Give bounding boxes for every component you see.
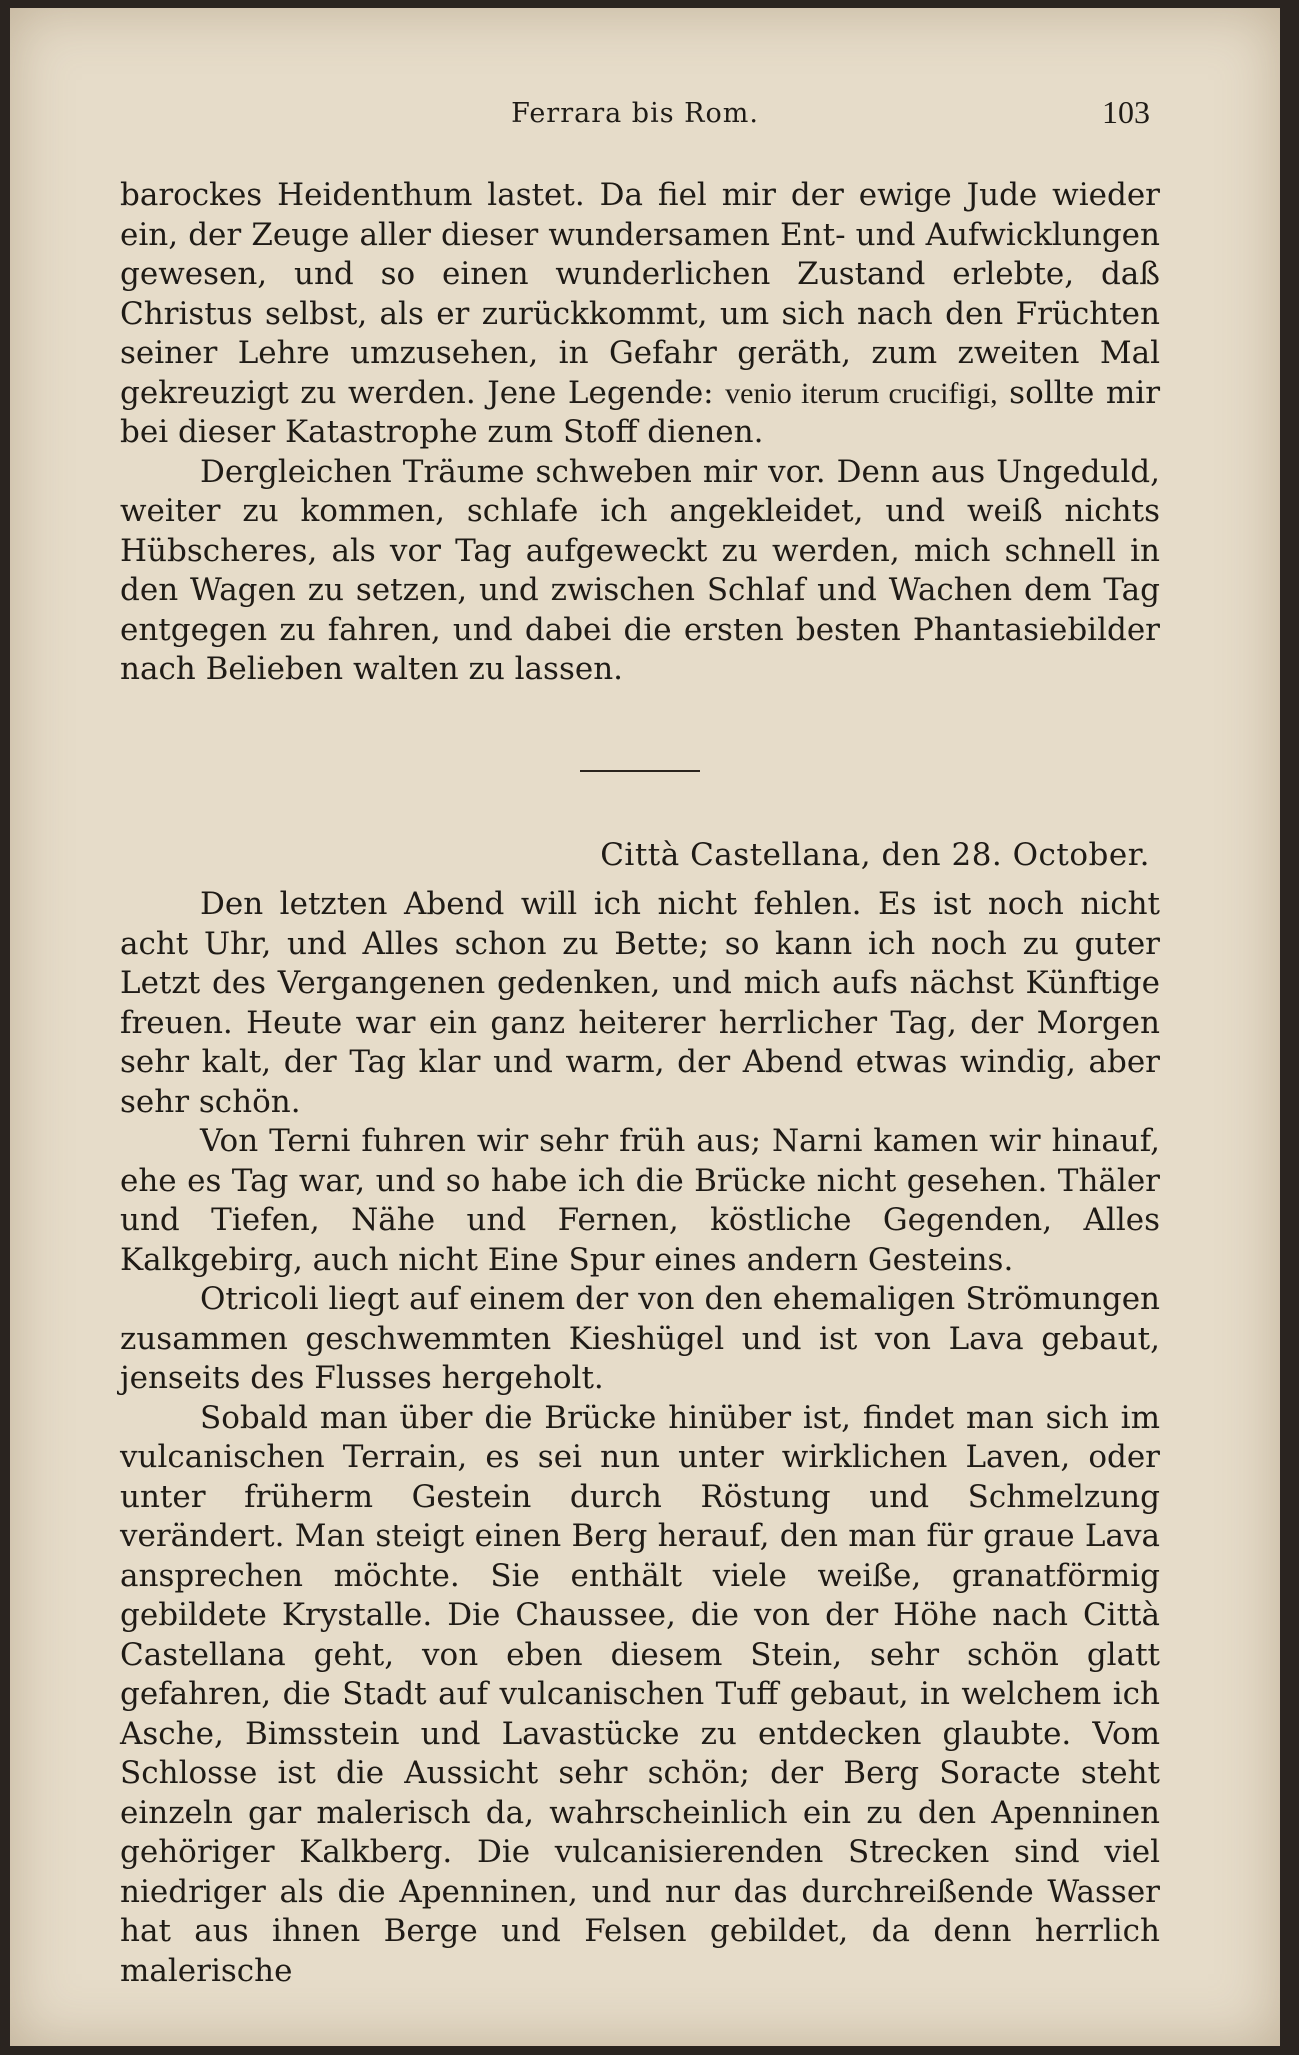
dateline: Città Castellana, den 28. October.: [600, 836, 1150, 873]
text-block: [120, 176, 1160, 1991]
running-title: Ferrara bis Rom.: [511, 98, 759, 129]
paragraph: Von Terni fuhren wir sehr früh aus; Narni kamen wir hinauf, ehe es Tag war, und so habe ich die Brücke nicht gesehen. Thäler und Tiefen, Nähe und Fernen, köstliche Gegenden, Alles Kalkgebirg, auch nicht Eine Spur eines andern Gesteins.: [120, 1123, 1160, 1278]
running-head: [120, 94, 1150, 138]
latin-quotation: venio iterum crucifigi,: [725, 376, 998, 410]
paragraph: Otricoli liegt auf einem der von den ehemaligen Strömungen zusammen geschwemmten Kieshügel und ist von Lava gebaut, jenseits des Flusses hergeholt.: [120, 1281, 1160, 1396]
section-divider: [580, 770, 700, 772]
paragraph: Den letzten Abend will ich nicht fehlen. Es ist noch nicht acht Uhr, und Alles schon zu Bette; so kann ich noch zu guter Letzt des Vergangenen gedenken, und mich aufs nächst Künftige freuen. Heute war ein ganz heiterer herrlicher Tag, der Morgen sehr kalt, der Tag klar und warm, der Abend etwas windig, aber sehr schön.: [120, 886, 1160, 1120]
paragraph-text: barockes Heidenthum lastet. Da fiel mir der ewige Jude wieder ein, der Zeuge aller dieser wundersamen Ent- und Aufwicklungen gewesen, und so einen wunderlichen Zustand erlebte, daß Christus selbst, als er zurückkommt, um sich nach den Früchten seiner Lehre umzusehen, in Gefahr geräth, zum zweiten Mal gekreuzigt zu werden. Jene Legende:: [120, 177, 1160, 411]
book-page: [10, 8, 1280, 2046]
paragraph: Dergleichen Träume schweben mir vor. Denn aus Ungeduld, weiter zu kommen, schlafe ich angekleidet, und weiß nichts Hübscheres, als vor Tag aufgeweckt zu werden, mich schnell in den Wagen zu setzen, und zwischen Schlaf und Wachen dem Tag entgegen zu fahren, und dabei die ersten besten Phantasiebilder nach Belieben walten zu lassen.: [120, 453, 1160, 687]
paragraph: Sobald man über die Brücke hinüber ist, findet man sich im vulcanischen Terrain, es sei nun unter wirklichen Laven, oder unter früherm Gestein durch Röstung und Schmelzung verändert. Man steigt einen Berg herauf, den man für graue Lava ansprechen möchte. Sie enthält viele weiße, granatförmig gebildete Krystalle. Die Chaussee, die von der Höhe nach Città Castellana geht, von eben diesem Stein, sehr schön glatt gefahren, die Stadt auf vulcanischen Tuff gebaut, in welchem ich Asche, Bimsstein und Lavastücke zu entdecken glaubte. Vom Schlosse ist die Aussicht sehr schön; der Berg Soracte steht einzeln gar malerisch da, wahrscheinlich ein zu den Apenninen gehöriger Kalkberg. Die vulcanisierenden Strecken sind viel niedriger als die Apenninen, und nur das durchreißende Wasser hat aus ihnen Berge und Felsen gebildet, da denn herrlich malerische: [120, 1399, 1160, 1989]
paragraph-continuation: [120, 176, 1160, 453]
paragraph-text: sollte mir bei dieser Katastrophe zum Stoff dienen.: [120, 374, 1161, 450]
page-number: 103: [1102, 94, 1150, 130]
